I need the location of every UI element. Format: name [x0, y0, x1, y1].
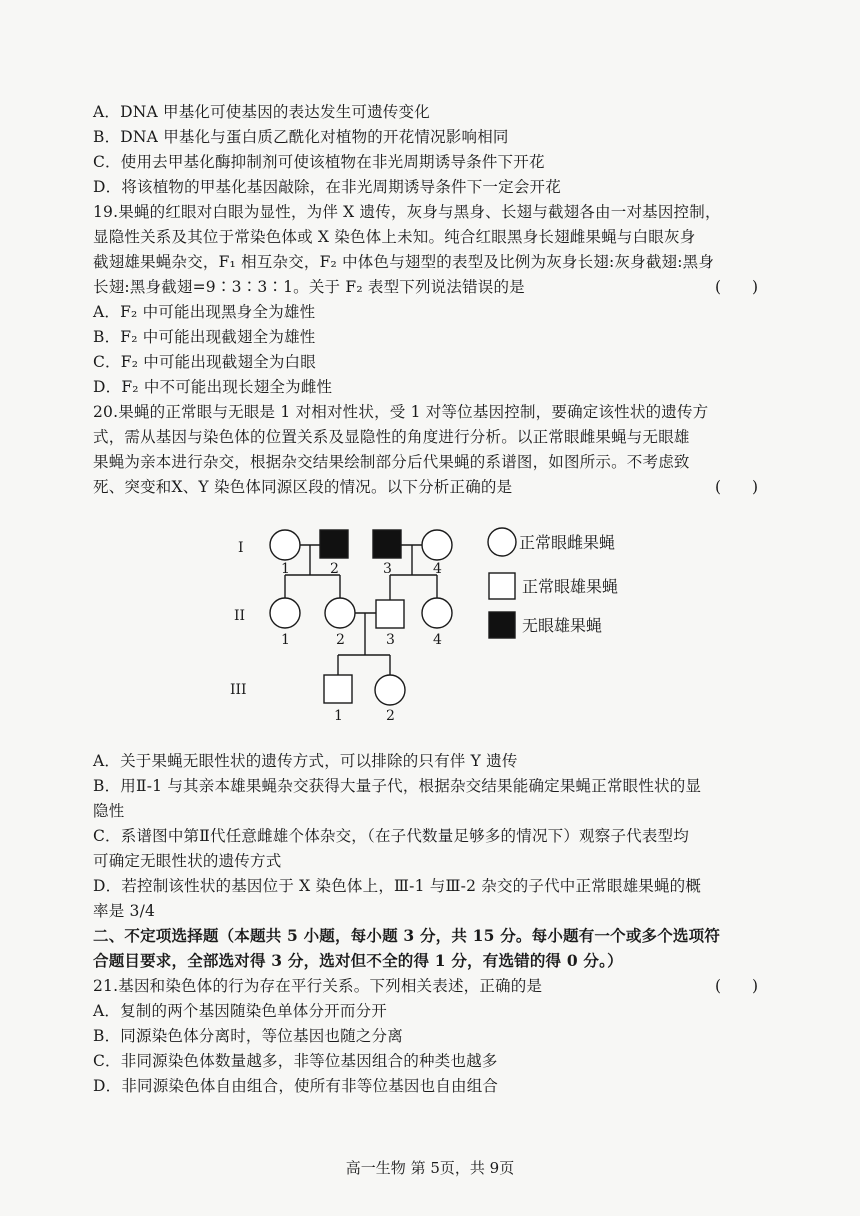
pedigree-diagram — [230, 520, 650, 730]
gen2-number-2: 2 — [336, 632, 345, 648]
q20-option-b-cont: 隐性 — [93, 802, 125, 820]
q20-stem-line-2: 式，需从基因与染色体的位置关系及显隐性的角度进行分析。以正常眼雌果蝇与无眼雄 — [93, 428, 690, 446]
q19-stem-line-1: 19.果蝇的红眼对白眼为显性，为伴 X 遗传，灰身与黑身、长翅与截翅各由一对基因控制， — [93, 203, 721, 221]
section2-heading-line-2: 合题目要求，全部选对得 3 分，选对但不全的得 1 分，有选错的得 0 分。） — [93, 951, 623, 970]
gen2-number-1: 1 — [281, 632, 290, 648]
q19-option-c: C．F₂ 中可能出现截翅全为白眼 — [93, 353, 316, 371]
q20-option-b: B．用Ⅱ-1 与其亲本雄果蝇杂交获得大量子代，根据杂交结果能确定果蝇正常眼性状的显 — [93, 777, 702, 795]
gen2-individual-2-female — [325, 598, 355, 628]
q19-stem-line-2: 显隐性关系及其位于常染色体或 X 染色体上未知。纯合红眼黑身长翅雌果蝇与白眼灰身 — [93, 228, 696, 246]
legend-label-male: 正常眼雄果蝇 — [522, 577, 619, 596]
gen2-individual-3-male — [376, 600, 404, 628]
gen1-individual-3-affected-male — [373, 530, 401, 558]
gen1-number-3: 3 — [383, 561, 392, 577]
q20-stem-line-4: 死、突变和X、Y 染色体同源区段的情况。以下分析正确的是 — [93, 478, 513, 496]
q19-option-a: A．F₂ 中可能出现黑身全为雄性 — [93, 303, 316, 321]
section2-heading-line-1: 二、不定项选择题（本题共 5 小题，每小题 3 分，共 15 分。每小题有一个或多个选项符 — [93, 926, 721, 945]
legend-label-affected-male: 无眼雄果蝇 — [522, 616, 603, 635]
q21-option-d: D．非同源染色体自由组合，使所有非等位基因也自由组合 — [93, 1077, 499, 1095]
q19-stem-line-4: 长翅:黑身截翅=9∶3∶3∶1。关于 F₂ 表型下列说法错误的是 — [93, 278, 525, 296]
legend-filled-square-icon — [489, 612, 515, 638]
q21-stem: 21.基因和染色体的行为存在平行关系。下列相关表述，正确的是 — [93, 977, 543, 995]
gen-label-2: II — [234, 608, 246, 624]
q19-stem-line-3: 截翅雄果蝇杂交，F₁ 相互杂交，F₂ 中体色与翅型的表型及比例为灰身长翅:灰身截翅:黑身 — [93, 253, 715, 271]
gen-label-1: I — [238, 540, 244, 556]
q18-option-a: A．DNA 甲基化可使基因的表达发生可遗传变化 — [93, 103, 430, 121]
legend-label-female: 正常眼雌果蝇 — [519, 533, 616, 552]
page-footer: 高一生物 第 5页，共 9页 — [345, 1159, 515, 1177]
gen1-individual-2-affected-male — [320, 530, 348, 558]
gen-label-3: III — [230, 682, 247, 698]
q18-option-b: B．DNA 甲基化与蛋白质乙酰化对植物的开花情况影响相同 — [93, 128, 509, 146]
q20-option-a: A．关于果蝇无眼性状的遗传方式，可以排除的只有伴 Y 遗传 — [93, 752, 518, 770]
q20-answer-blank: ( ) — [715, 478, 759, 496]
gen3-number-1: 1 — [334, 708, 343, 724]
q20-stem-line-3: 果蝇为亲本进行杂交，根据杂交结果绘制部分后代果蝇的系谱图，如图所示。不考虑致 — [93, 453, 690, 471]
q19-option-d: D．F₂ 中不可能出现长翅全为雌性 — [93, 378, 333, 396]
gen1-individual-1-female — [270, 530, 300, 560]
q21-option-b: B．同源染色体分离时，等位基因也随之分离 — [93, 1027, 403, 1045]
q21-answer-blank: ( ) — [715, 977, 759, 995]
gen2-individual-4-female — [422, 598, 452, 628]
q18-option-c: C．使用去甲基化酶抑制剂可使该植物在非光周期诱导条件下开花 — [93, 153, 545, 171]
q19-option-b: B．F₂ 中可能出现截翅全为雄性 — [93, 328, 316, 346]
q20-stem-line-1: 20.果蝇的正常眼与无眼是 1 对相对性状，受 1 对等位基因控制，要确定该性状的遗传方 — [93, 403, 709, 421]
q18-option-d: D．将该植物的甲基化基因敲除，在非光周期诱导条件下一定会开花 — [93, 178, 561, 196]
gen1-number-4: 4 — [433, 561, 442, 577]
q20-option-c: C．系谱图中第Ⅱ代任意雌雄个体杂交，（在子代数量足够多的情况下）观察子代表型均 — [93, 827, 689, 845]
q21-option-a: A．复制的两个基因随染色单体分开而分开 — [93, 1002, 387, 1020]
gen1-number-2: 2 — [330, 561, 339, 577]
gen2-number-3: 3 — [386, 632, 395, 648]
legend-square-icon — [489, 573, 515, 599]
q21-option-c: C．非同源染色体数量越多，非等位基因组合的种类也越多 — [93, 1052, 498, 1070]
gen1-number-1: 1 — [281, 561, 290, 577]
q19-answer-blank: ( ) — [715, 278, 759, 296]
q20-option-d-cont: 率是 3/4 — [93, 902, 156, 920]
gen3-individual-2-female — [375, 675, 405, 705]
legend-circle-icon — [488, 528, 516, 556]
q20-option-d: D．若控制该性状的基因位于 X 染色体上，Ⅲ-1 与Ⅲ-2 杂交的子代中正常眼雄果蝇的概 — [93, 877, 702, 895]
gen3-number-2: 2 — [386, 708, 395, 724]
gen1-individual-4-female — [422, 530, 452, 560]
gen2-number-4: 4 — [433, 632, 442, 648]
q20-option-c-cont: 可确定无眼性状的遗传方式 — [93, 852, 282, 870]
gen2-individual-1-female — [270, 598, 300, 628]
gen3-individual-1-male — [324, 675, 352, 703]
